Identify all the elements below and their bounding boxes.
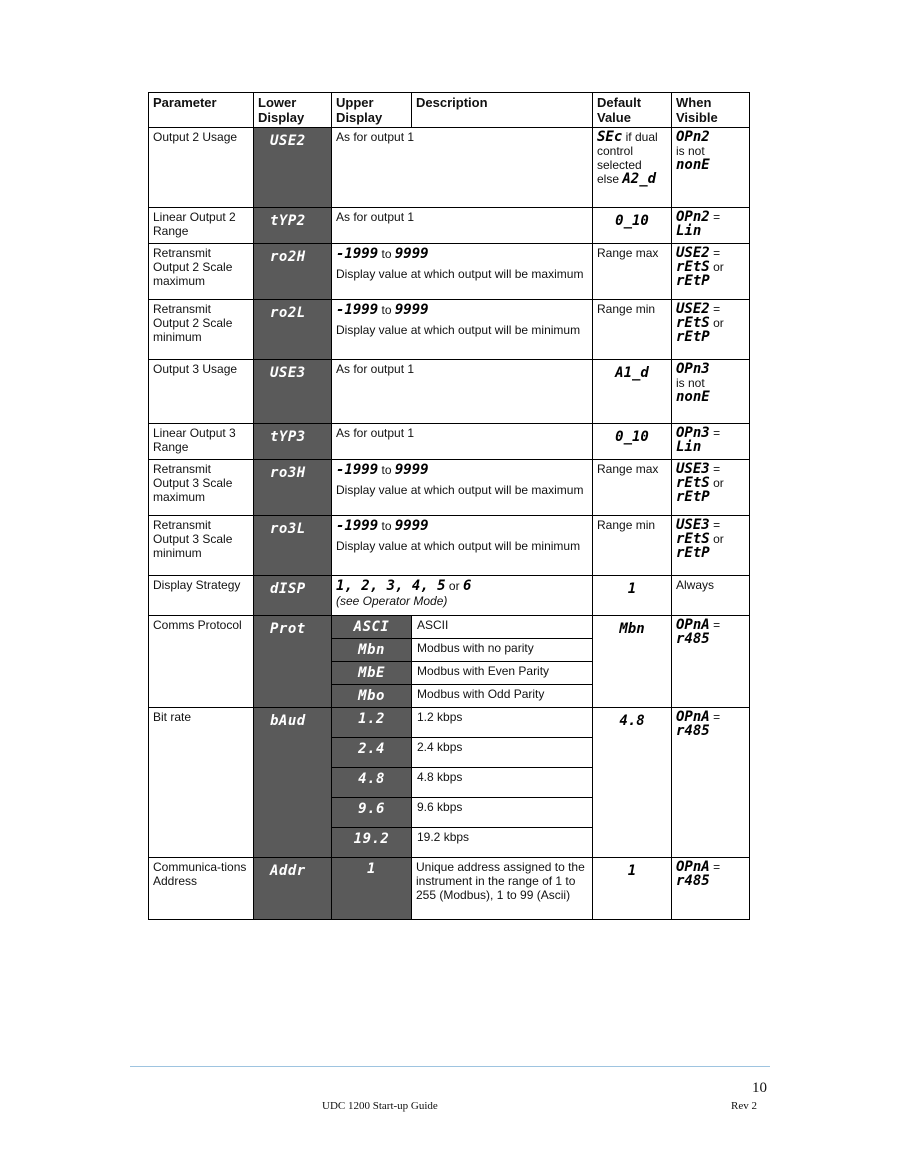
description-text: Display value at which output will be minimum xyxy=(336,323,581,337)
default-text: Range min xyxy=(597,518,656,532)
default-value-cell xyxy=(593,708,672,858)
option-code: 9.6 xyxy=(358,801,385,817)
operator-mode-note: (see Operator Mode) xyxy=(336,594,448,608)
lower-display-code: tYP3 xyxy=(270,429,306,445)
default-value-cell xyxy=(593,616,672,708)
visibility-code: OPn3 xyxy=(676,425,710,441)
default-code: 0_10 xyxy=(615,429,649,445)
visibility-code-3: rEtP xyxy=(676,329,710,345)
header-default-value: Default Value xyxy=(593,93,672,128)
visibility-cell xyxy=(672,360,750,424)
parameter-cell: Output 3 Usage xyxy=(149,360,254,424)
table-row xyxy=(149,858,750,920)
range-min-value: -1999 xyxy=(336,246,379,262)
parameter-cell: Linear Output 3 Range xyxy=(149,424,254,460)
upper-display-cell xyxy=(332,858,412,920)
lower-display-cell xyxy=(254,208,332,244)
equals-sign: = xyxy=(713,618,721,632)
visibility-code-2: nonE xyxy=(676,389,710,405)
table-row xyxy=(149,708,750,738)
description-text: As for output 1 xyxy=(336,210,415,224)
description-text: Display value at which output will be maximum xyxy=(336,483,584,497)
option-description: ASCII xyxy=(412,616,593,639)
default-text: Range min xyxy=(597,302,656,316)
range-max-value: 9999 xyxy=(394,246,429,262)
visibility-code-2: Lin xyxy=(676,223,702,239)
table-row xyxy=(149,208,750,244)
option-code: Mbo xyxy=(358,688,385,704)
option-code: Mbn xyxy=(358,642,385,658)
lower-display-cell xyxy=(254,858,332,920)
range-line xyxy=(336,518,588,534)
parameter-cell: Communica-tions Address xyxy=(149,858,254,920)
option-code-cell xyxy=(332,616,412,639)
lower-display-cell xyxy=(254,616,332,708)
visibility-code: USE3 xyxy=(676,517,710,533)
option-code: ASCI xyxy=(353,619,390,635)
visibility-code: OPn2 xyxy=(676,129,710,145)
option-code-cell xyxy=(332,708,412,738)
default-code: A1_d xyxy=(615,365,649,381)
visibility-code-2: r485 xyxy=(676,631,710,647)
visibility-code: OPnA xyxy=(676,859,710,875)
visibility-code: OPn3 xyxy=(676,361,710,377)
lower-display-cell xyxy=(254,516,332,576)
upper-display-code: 1 xyxy=(367,861,376,877)
range-line xyxy=(336,246,588,262)
range-min-value: -1999 xyxy=(336,518,379,534)
default-value-cell xyxy=(593,460,672,516)
visibility-code-2: nonE xyxy=(676,157,710,173)
visibility-text: is not xyxy=(676,376,705,390)
parameter-cell: Bit rate xyxy=(149,708,254,858)
default-value-cell xyxy=(593,858,672,920)
range-min-value: -1999 xyxy=(336,302,379,318)
visibility-code-2: rEtS xyxy=(676,315,710,331)
option-code: 19.2 xyxy=(353,831,390,847)
display-values: 1, 2, 3, 4, 5 xyxy=(336,578,446,594)
table-row xyxy=(149,576,750,616)
visibility-cell xyxy=(672,244,750,300)
parameter-cell: Display Strategy xyxy=(149,576,254,616)
description-text: As for output 1 xyxy=(336,362,415,376)
default-text: Range max xyxy=(597,462,659,476)
visibility-cell xyxy=(672,616,750,708)
description-text: As for output 1 xyxy=(336,426,415,440)
default-value-cell xyxy=(593,128,672,208)
parameter-cell: Linear Output 2 Range xyxy=(149,208,254,244)
visibility-code-3: rEtP xyxy=(676,489,710,505)
default-value-cell xyxy=(593,424,672,460)
lower-display-cell xyxy=(254,244,332,300)
default-code: 4.8 xyxy=(619,713,645,729)
equals-sign: = xyxy=(713,860,721,874)
lower-display-code: Addr xyxy=(270,863,306,879)
lower-display-cell xyxy=(254,360,332,424)
option-code-cell xyxy=(332,798,412,828)
or-word: or xyxy=(713,316,724,330)
description-text: As for output 1 xyxy=(336,130,415,144)
visibility-code: OPn2 xyxy=(676,209,710,225)
equals-sign: = xyxy=(713,710,721,724)
visibility-cell: Always xyxy=(672,576,750,616)
range-line xyxy=(336,462,588,478)
default-code-alt: A2_d xyxy=(622,171,657,187)
upper-description-cell xyxy=(332,300,593,360)
option-description: 19.2 kbps xyxy=(412,828,593,858)
range-to-word: to xyxy=(381,247,392,261)
upper-description-cell xyxy=(332,460,593,516)
parameter-cell: Retransmit Output 2 Scale maximum xyxy=(149,244,254,300)
lower-display-code: ro2L xyxy=(270,305,306,321)
lower-display-code: ro3H xyxy=(270,465,306,481)
option-description: 1.2 kbps xyxy=(412,708,593,738)
visibility-code-2: rEtS xyxy=(676,259,710,275)
visibility-cell xyxy=(672,300,750,360)
parameter-cell: Retransmit Output 2 Scale minimum xyxy=(149,300,254,360)
table-row xyxy=(149,360,750,424)
upper-description-cell xyxy=(332,208,593,244)
visibility-code-2: r485 xyxy=(676,873,710,889)
description-text: Display value at which output will be maximum xyxy=(336,267,584,281)
default-value-cell xyxy=(593,244,672,300)
visibility-cell xyxy=(672,208,750,244)
visibility-cell xyxy=(672,516,750,576)
table-row xyxy=(149,300,750,360)
default-value-cell xyxy=(593,360,672,424)
or-word: or xyxy=(713,532,724,546)
parameter-cell: Output 2 Usage xyxy=(149,128,254,208)
lower-display-cell xyxy=(254,576,332,616)
option-code: 4.8 xyxy=(358,771,385,787)
visibility-cell xyxy=(672,460,750,516)
option-code-cell xyxy=(332,738,412,768)
default-code: 1 xyxy=(627,581,637,597)
default-text: if dual control selected else xyxy=(597,130,658,186)
option-code-cell xyxy=(332,685,412,708)
visibility-code: USE2 xyxy=(676,301,710,317)
display-value-6: 6 xyxy=(462,578,472,594)
table-row xyxy=(149,128,750,208)
equals-sign: = xyxy=(713,302,721,316)
header-description: Description xyxy=(412,93,593,128)
lower-display-code: USE3 xyxy=(270,365,306,381)
visibility-cell xyxy=(672,858,750,920)
range-max-value: 9999 xyxy=(394,518,429,534)
description-text: Unique address assigned to the instrument in the range of 1 to 255 (Modbus), 1 to 99 (Ascii) xyxy=(412,858,593,920)
visibility-cell xyxy=(672,128,750,208)
upper-description-cell xyxy=(332,360,593,424)
header-parameter: Parameter xyxy=(149,93,254,128)
equals-sign: = xyxy=(713,246,721,260)
visibility-cell xyxy=(672,708,750,858)
or-word: or xyxy=(713,260,724,274)
option-code: 1.2 xyxy=(358,711,385,727)
or-word: or xyxy=(713,476,724,490)
option-description: 4.8 kbps xyxy=(412,768,593,798)
default-code: SEc xyxy=(597,129,623,145)
header-lower-display: Lower Display xyxy=(254,93,332,128)
visibility-code-2: rEtS xyxy=(676,475,710,491)
visibility-code-3: rEtP xyxy=(676,273,710,289)
option-description: Modbus with Odd Parity xyxy=(412,685,593,708)
lower-display-cell xyxy=(254,300,332,360)
visibility-text: is not xyxy=(676,144,705,158)
table-header-row xyxy=(149,93,750,128)
lower-display-code: ro3L xyxy=(270,521,306,537)
lower-display-cell xyxy=(254,708,332,858)
lower-display-code: dISP xyxy=(270,581,306,597)
parameter-table xyxy=(148,92,750,920)
range-max-value: 9999 xyxy=(394,462,429,478)
visibility-code-3: rEtP xyxy=(676,545,710,561)
equals-sign: = xyxy=(713,210,721,224)
equals-sign: = xyxy=(713,462,721,476)
upper-description-cell xyxy=(332,576,593,616)
values-line xyxy=(336,578,588,594)
lower-display-cell xyxy=(254,424,332,460)
option-description: Modbus with no parity xyxy=(412,639,593,662)
option-description: Modbus with Even Parity xyxy=(412,662,593,685)
table-row xyxy=(149,616,750,639)
option-code-cell xyxy=(332,828,412,858)
parameter-cell: Retransmit Output 3 Scale minimum xyxy=(149,516,254,576)
visibility-code: OPnA xyxy=(676,617,710,633)
header-upper-display: Upper Display xyxy=(332,93,412,128)
revision: Rev 2 xyxy=(731,1100,757,1112)
default-text: Range max xyxy=(597,246,659,260)
lower-display-code: USE2 xyxy=(270,133,306,149)
default-value-cell xyxy=(593,516,672,576)
lower-display-code: tYP2 xyxy=(270,213,306,229)
equals-sign: = xyxy=(713,426,721,440)
option-description: 9.6 kbps xyxy=(412,798,593,828)
table-row xyxy=(149,516,750,576)
range-min-value: -1999 xyxy=(336,462,379,478)
page-number: 10 xyxy=(752,1080,767,1096)
range-to-word: to xyxy=(381,463,392,477)
visibility-code: USE2 xyxy=(676,245,710,261)
option-code-cell xyxy=(332,768,412,798)
default-code: 1 xyxy=(627,863,637,879)
equals-sign: = xyxy=(713,518,721,532)
header-when-visible: When Visible xyxy=(672,93,750,128)
range-to-word: to xyxy=(381,303,392,317)
range-to-word: to xyxy=(381,519,392,533)
upper-description-cell xyxy=(332,128,593,208)
upper-description-cell xyxy=(332,244,593,300)
range-line xyxy=(336,302,588,318)
option-code-cell xyxy=(332,662,412,685)
lower-display-cell xyxy=(254,460,332,516)
table-row xyxy=(149,424,750,460)
lower-display-code: bAud xyxy=(270,713,306,729)
footer-divider xyxy=(130,1066,770,1067)
option-code-cell xyxy=(332,639,412,662)
description-text: Display value at which output will be minimum xyxy=(336,539,581,553)
lower-display-code: Prot xyxy=(270,621,306,637)
range-max-value: 9999 xyxy=(394,302,429,318)
default-value-cell xyxy=(593,208,672,244)
default-value-cell xyxy=(593,576,672,616)
upper-description-cell xyxy=(332,516,593,576)
lower-display-code: ro2H xyxy=(270,249,306,265)
visibility-cell xyxy=(672,424,750,460)
default-code: 0_10 xyxy=(615,213,649,229)
visibility-code: OPnA xyxy=(676,709,710,725)
visibility-code: USE3 xyxy=(676,461,710,477)
default-value-cell xyxy=(593,300,672,360)
or-word: or xyxy=(448,579,460,593)
table-row xyxy=(149,460,750,516)
table-row xyxy=(149,244,750,300)
option-code: 2.4 xyxy=(358,741,385,757)
visibility-code-2: rEtS xyxy=(676,531,710,547)
parameter-cell: Comms Protocol xyxy=(149,616,254,708)
parameter-cell: Retransmit Output 3 Scale maximum xyxy=(149,460,254,516)
default-code: Mbn xyxy=(619,621,645,637)
upper-description-cell xyxy=(332,424,593,460)
footer-title: UDC 1200 Start-up Guide xyxy=(322,1100,438,1112)
option-description: 2.4 kbps xyxy=(412,738,593,768)
lower-display-cell xyxy=(254,128,332,208)
visibility-code-2: r485 xyxy=(676,723,710,739)
visibility-code-2: Lin xyxy=(676,439,702,455)
option-code: MbE xyxy=(358,665,385,681)
